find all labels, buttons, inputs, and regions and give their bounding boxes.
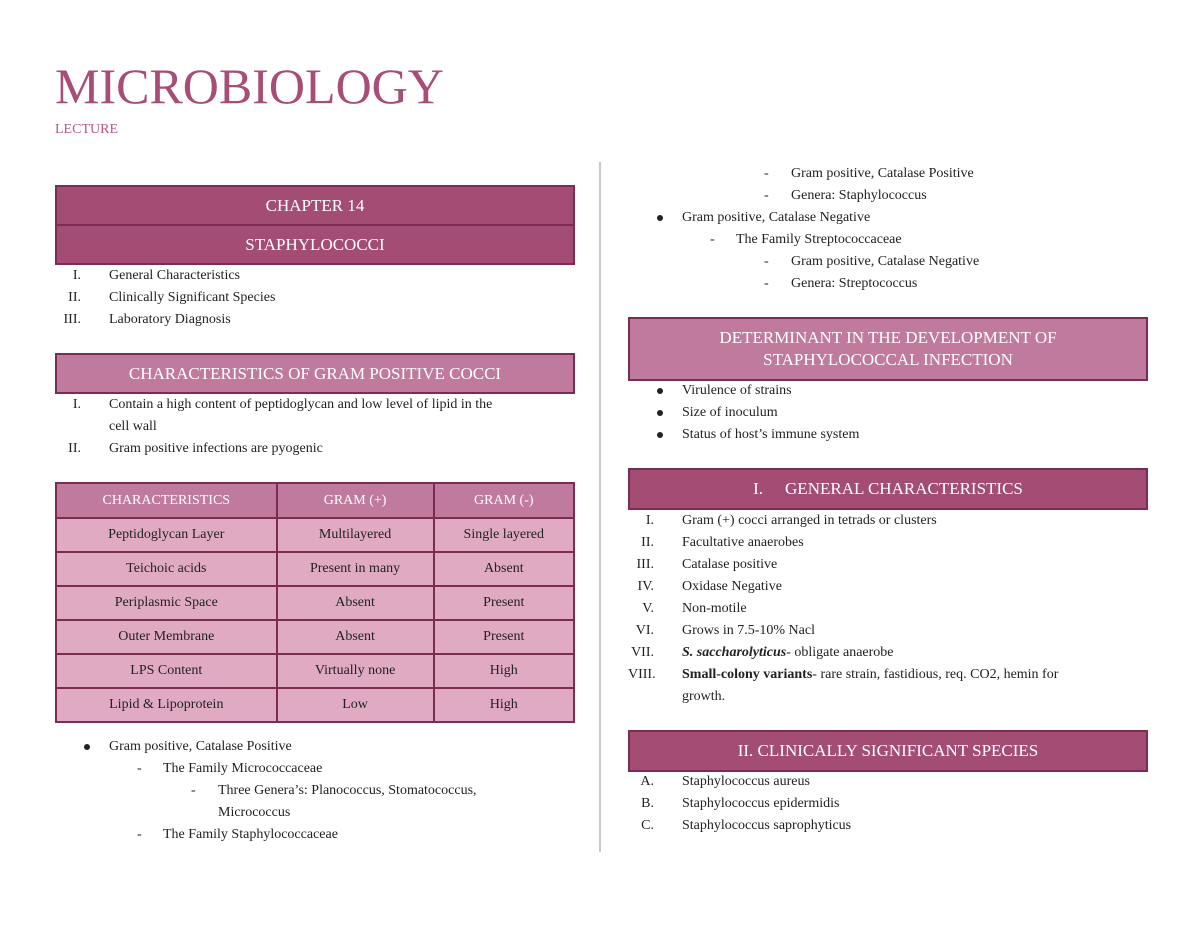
dash-item [55,780,575,824]
chapter-topic: STAPHYLOCOCCI [245,234,385,254]
dash-icon: - [764,254,769,269]
table-cell: Single layered [434,518,574,552]
table-row [56,518,574,552]
table-cell: Teichoic acids [56,552,277,586]
gram-section-heading-box [55,353,575,394]
list-number: II. [641,535,654,550]
dash-icon: - [137,761,142,776]
table-cell: Outer Membrane [56,620,277,654]
list-text: Staphylococcus epidermidis [682,796,840,811]
table-cell: Absent [434,552,574,586]
table-row [56,552,574,586]
list-text: Laboratory Diagnosis [109,312,231,327]
list-item [55,265,575,287]
dash-icon: - [710,232,715,247]
table-cell: High [434,688,574,722]
table-header-cell: GRAM (-) [434,483,574,518]
dash-icon: - [764,188,769,203]
dash-item [628,251,1148,273]
page-title: MICROBIOLOGY [55,58,444,114]
page-subtitle: LECTURE [55,122,118,137]
bullet-dot-icon [657,410,663,416]
table-cell: Absent [277,586,434,620]
dash-icon: - [764,166,769,181]
dash-icon: - [764,276,769,291]
bullet-dot-icon [657,215,663,221]
bullet-text: Gram positive, Catalase Positive [109,739,292,754]
determinant-list [628,380,1148,446]
outline-list [55,265,575,331]
table-header-cell: GRAM (+) [277,483,434,518]
species-name: S. saccharolyticus [682,645,787,660]
list-text: Contain a high content of peptidoglycan and low level of lipid in the [109,397,493,412]
gram-section-list [55,394,575,460]
dash-text: Genera: Staphylococcus [791,188,927,203]
table-cell: Absent [277,620,434,654]
clinical-heading: II. CLINICALLY SIGNIFICANT SPECIES [737,741,1039,760]
list-item [628,664,1148,708]
table-cell: Present [434,620,574,654]
list-text: Oxidase Negative [682,579,782,594]
list-number: III. [63,312,81,327]
list-text: - obligate anaerobe [786,645,894,660]
dash-item [55,824,575,846]
list-letter: A. [640,774,654,789]
bullet-item [628,402,1148,424]
dash-item [628,229,1148,251]
list-text: Catalase positive [682,557,778,572]
list-item [55,394,575,438]
list-number: I. [72,268,81,283]
list-number: IV. [637,579,654,594]
variant-name: Small-colony variants [682,667,813,682]
list-number: VIII. [628,667,656,682]
list-number: I. [645,513,654,528]
table-row [56,688,574,722]
dash-text: The Family Micrococcaceae [163,761,323,776]
table-cell: High [434,654,574,688]
table-cell: Lipid & Lipoprotein [56,688,277,722]
dash-item [55,758,575,780]
list-text-continued: cell wall [109,419,157,434]
determinant-heading-box [628,317,1148,381]
clinical-list [628,771,1148,837]
list-text: Staphylococcus saprophyticus [682,818,852,833]
general-list [628,510,1148,708]
list-number: VII. [631,645,654,660]
table-cell: Low [277,688,434,722]
table-row [56,586,574,620]
list-item [55,309,575,331]
classification-left [55,736,575,846]
bullet-dot-icon [84,744,90,750]
list-item [628,642,1148,664]
dash-text: Genera: Streptococcus [791,276,918,291]
list-letter: C. [641,818,654,833]
list-text: Gram (+) cocci arranged in tetrads or clusters [682,513,937,528]
clinical-heading-box [628,730,1148,772]
bullet-dot-icon [657,432,663,438]
table-cell: LPS Content [56,654,277,688]
bullet-text: Size of inoculum [682,405,778,420]
bullet-item [628,424,1148,446]
list-item [628,598,1148,620]
list-item [628,620,1148,642]
bullet-item [628,380,1148,402]
table-row [56,620,574,654]
column-divider [599,162,601,852]
list-item [55,438,575,460]
determinant-heading-line: STAPHYLOCOCCAL INFECTION [763,350,1013,369]
list-text-continued: growth. [682,689,726,704]
comparison-table [55,482,575,723]
table-row [56,654,574,688]
table-header-row [56,483,574,518]
general-heading-box [628,468,1148,510]
determinant-heading-line: DETERMINANT IN THE DEVELOPMENT OF [719,328,1057,347]
dash-icon: - [137,827,142,842]
bullet-text: Status of host’s immune system [682,427,860,442]
dash-item [628,163,1148,185]
list-number: II. [68,290,81,305]
dash-text: Gram positive, Catalase Positive [791,166,974,181]
dash-text: The Family Streptococcaceae [736,232,902,247]
chapter-topic-box [55,224,575,265]
list-text: Grows in 7.5-10% Nacl [682,623,815,638]
table-cell: Peptidoglycan Layer [56,518,277,552]
list-item [628,793,1148,815]
general-heading-number: I. [753,479,764,498]
determinant-heading [719,327,1056,371]
list-item [628,532,1148,554]
table-cell: Present [434,586,574,620]
dash-text: The Family Staphylococcaceae [163,827,338,842]
list-item [628,815,1148,837]
list-item [628,554,1148,576]
dash-item [628,185,1148,207]
list-text: Clinically Significant Species [109,290,276,305]
list-item [628,576,1148,598]
list-number: I. [72,397,81,412]
list-number: III. [636,557,654,572]
table-cell: Multilayered [277,518,434,552]
bullet-item [55,736,575,758]
dash-text: Three Genera’s: Planococcus, Stomatococcus, [218,783,477,798]
list-text: Non-motile [682,601,747,616]
table-cell: Periplasmic Space [56,586,277,620]
list-text: Staphylococcus aureus [682,774,810,789]
list-text: Facultative anaerobes [682,535,804,550]
dash-text-continued: Micrococcus [218,805,291,820]
list-item [55,287,575,309]
list-text: Gram positive infections are pyogenic [109,441,323,456]
list-number: II. [68,441,81,456]
chapter-label: CHAPTER 14 [265,195,365,215]
classification-right [628,163,1148,295]
table-cell: Virtually none [277,654,434,688]
table-cell: Present in many [277,552,434,586]
list-text: General Characteristics [109,268,240,283]
bullet-text: Gram positive, Catalase Negative [682,210,871,225]
list-number: V. [642,601,654,616]
list-item [628,771,1148,793]
list-item [628,510,1148,532]
bullet-text: Virulence of strains [682,383,792,398]
bullet-item [628,207,1148,229]
list-number: VI. [635,623,654,638]
list-text: - rare strain, fastidious, req. CO2, hemin for [812,667,1059,682]
table-header-cell: CHARACTERISTICS [56,483,277,518]
gram-section-heading: CHARACTERISTICS OF GRAM POSITIVE COCCI [128,363,502,383]
chapter-label-box [55,185,575,226]
dash-icon: - [191,783,196,798]
dash-text: Gram positive, Catalase Negative [791,254,980,269]
list-letter: B. [641,796,654,811]
bullet-dot-icon [657,388,663,394]
dash-item [628,273,1148,295]
general-heading: GENERAL CHARACTERISTICS [785,479,1023,498]
